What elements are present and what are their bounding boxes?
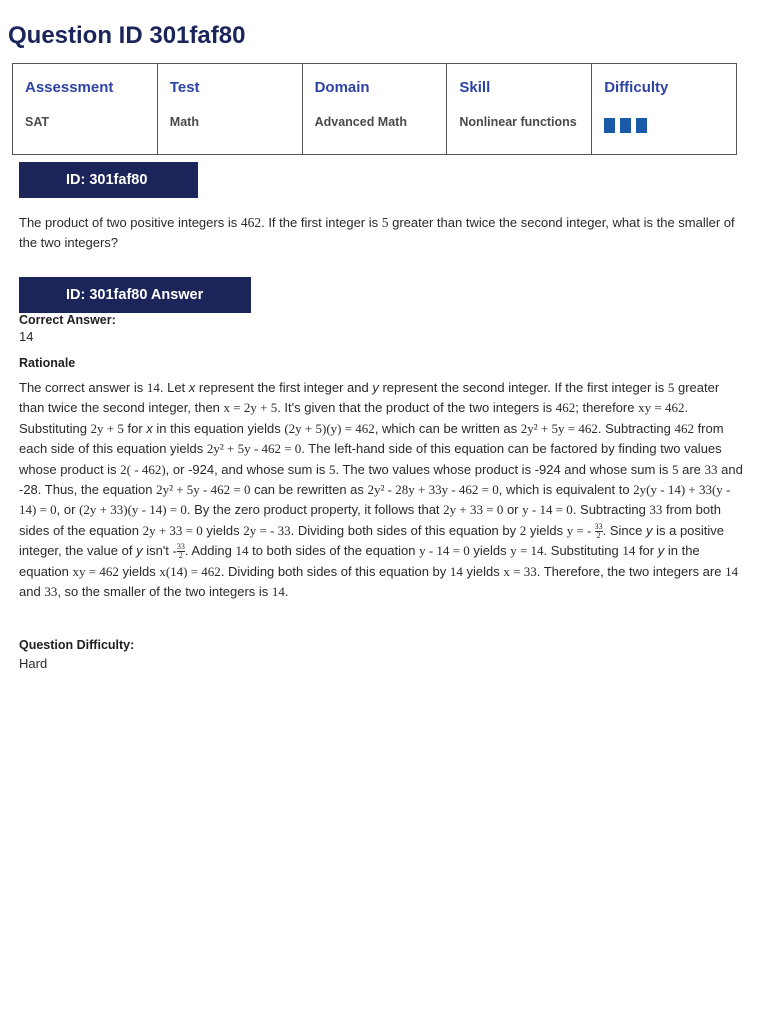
difficulty-header: Difficulty [604, 79, 669, 96]
skill-cell [447, 64, 592, 155]
skill-header: Skill [459, 79, 491, 96]
page-title: Question ID 301faf80 [8, 22, 246, 49]
assessment-value: SAT [25, 115, 50, 129]
assessment-header: Assessment [25, 79, 114, 96]
difficulty-bars [604, 118, 736, 133]
correct-answer-value: 14 [19, 329, 34, 344]
difficulty-bar [620, 118, 631, 133]
test-value: Math [169, 115, 199, 129]
difficulty-cell [592, 64, 737, 155]
rationale-label: Rationale [19, 356, 76, 370]
skill-value: Nonlinear functions [459, 115, 577, 129]
domain-cell [302, 64, 447, 155]
answer-banner: ID: 301faf80 Answer [19, 277, 251, 313]
question-number: 462 [240, 215, 262, 230]
question-number: 5 [381, 215, 389, 230]
fraction: $\frac{33}{2}$ [176, 542, 185, 561]
correct-answer-label: Correct Answer: [19, 313, 116, 327]
question-difficulty-value: Hard [19, 656, 48, 671]
question-part: The product of two positive integers is [19, 215, 241, 230]
difficulty-bar [636, 118, 647, 133]
question-metadata-table [12, 63, 737, 155]
question-text [19, 213, 747, 254]
question-id-banner: ID: 301faf80 [19, 162, 198, 198]
difficulty-bar [604, 118, 615, 133]
question-part: greater than twice the second integer, what is the smaller of the two integers? [19, 215, 735, 251]
question-part: . If the first integer is [261, 215, 382, 230]
assessment-cell [13, 64, 158, 155]
question-difficulty-label: Question Difficulty: [19, 638, 135, 652]
rationale-text: The correct answer is 14. Let x represent the first integer and y represent the second integer. If the first integer is 5 greater than twice the second integer, then x = 2y + 5. It's given that the product of the two integers is 462; therefore xy = 462. Substituting 2y + 5 for x in this equation yields (2y + 5)(y) = 462, which can be written as 2y² + 5y = 462. Subtracting 462 from each side of this equation yields 2y² + 5y - 462 = 0. The left-hand side of this equation can be factored by finding two values whose product is 2( - 462), or -924, and whose sum is 5. The two values whose product is -924 and whose sum is 5 are 33 and -28. Thus, the equation 2y² + 5y - 462 = 0 can be rewritten as 2y² - 28y + 33y - 462 = 0, which is equivalent to 2y(y - 14) + 33(y - 14) = 0, or (2y + 33)(y - 14) = 0. By the zero product property, it follows that 2y + 33 = 0 or y - 14 = 0. Subtracting 33 from both sides of the equation 2y + 33 = 0 yields 2y = - 33. Dividing both sides of this equation by 2 yields y = - $\frac{33}{2}$ . Since y is a positive integer, the value of y isn't - $\frac{33}{2}$ . Adding 14 to both sides of the equation y - 14 = 0 yields y = 14. Substituting 14 for y in the equation xy = 462 yields x(14) = 462. Dividing both sides of this equation by 14 yields x = 33. Therefore, the two integers are 14 and 33, so the smaller of the two integers is 14. [19, 380, 743, 600]
fraction: $\frac{33}{2}$ [594, 521, 603, 540]
test-header: Test [169, 79, 200, 96]
test-cell [157, 64, 302, 155]
domain-header: Domain [314, 79, 370, 96]
domain-value: Advanced Math [314, 115, 407, 129]
